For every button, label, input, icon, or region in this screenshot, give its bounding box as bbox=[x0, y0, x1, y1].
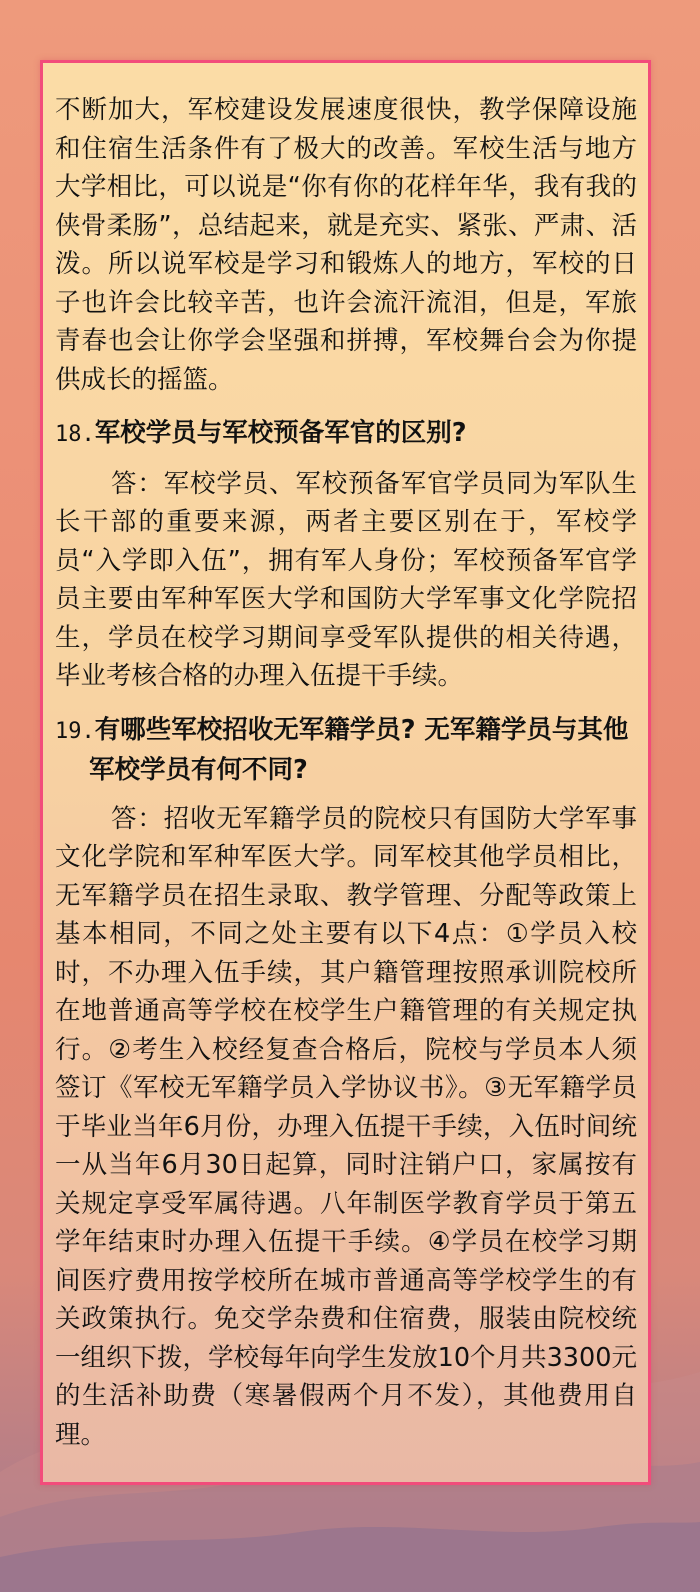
content-panel bbox=[40, 60, 651, 1485]
article-body bbox=[55, 91, 637, 1454]
question-19-number: 19. bbox=[55, 718, 95, 744]
question-18-answer: 答：军校学员、军校预备军官学员同为军队生长干部的重要来源，两者主要区别在于，军校学员“入学即入伍”，拥有军人身份；军校预备军官学员主要由军种军医大学和国防大学军事文化学院招生，学员在校学习期间享受军队提供的相关待遇，毕业考核合格的办理入伍提干手续。 bbox=[55, 468, 637, 691]
intro-paragraph: 不断加大，军校建设发展速度很快，教学保障设施和住宿生活条件有了极大的改善。军校生活与地方大学相比，可以说是“你有你的花样年华，我有我的侠骨柔肠”，总结起来，就是充实、紧张、严肃、活泼。所以说军校是学习和锻炼人的地方，军校的日子也许会比较辛苦，也许会流汗流泪，但是，军旅青春也会让你学会坚强和拼搏，军校舞台会为你提供成长的摇篮。 bbox=[55, 95, 637, 395]
question-19-answer: 答：招收无军籍学员的院校只有国防大学军事文化学院和军种军医大学。同军校其他学员相比，无军籍学员在招生录取、教学管理、分配等政策上基本相同，不同之处主要有以下4点：①学员入校时，不办理入伍手续，其户籍管理按照承训院校所在地普通高等学校在校学生户籍管理的有关规定执行。②考生入校经复查合格后，院校与学员本人须签订《军校无军籍学员入学协议书》。③无军籍学员于毕业当年6月份，办理入伍提干手续，入伍时间统一从当年6月30日起算，同时注销户口，家属按有关规定享受军属待遇。八年制医学教育学员于第五学年结束时办理入伍提干手续。④学员在校学习期间医疗费用按学校所在城市普通高等学校学生的有关政策执行。免交学杂费和住宿费，服装由院校统一组织下拨，学校每年向学生发放10个月共3300元的生活补助费（寒暑假两个月不发），其他费用自理。 bbox=[55, 803, 637, 1450]
question-19-title: 有哪些军校招收无军籍学员? 无军籍学员与其他军校学员有何不同? bbox=[89, 714, 629, 785]
question-18-title: 军校学员与军校预备军官的区别? bbox=[94, 418, 467, 448]
question-19-heading bbox=[55, 711, 637, 790]
question-18-heading bbox=[55, 414, 637, 455]
question-18-number: 18. bbox=[55, 422, 95, 447]
